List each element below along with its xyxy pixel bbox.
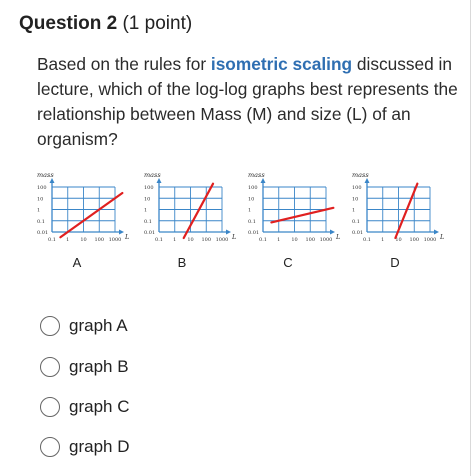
graph-b-y-tick-label: 1: [144, 207, 148, 214]
graph-b-y-axis-label: mass: [144, 171, 161, 179]
question-text-after: discussed in lecture, which of the log-log graphs best represents the relationship between Mass (M) and size (L) of an organism?: [37, 54, 458, 149]
graph-b-x-axis-label: L: [232, 233, 237, 241]
graph-b-y-tick-label: 100: [144, 185, 154, 191]
radio-graph-a[interactable]: [40, 316, 60, 336]
option-graph-b[interactable]: [40, 354, 129, 380]
graph-b-x-tick-label: 10: [187, 237, 194, 243]
graph-d-x-tick-label: 1: [381, 237, 385, 243]
graph-a-y-axis-label: mass: [37, 171, 54, 179]
question-text: [37, 52, 462, 152]
question-points: (1 point): [122, 13, 193, 34]
option-label-a: graph A: [69, 316, 128, 335]
graph-a-y-tick-label: 0.01: [37, 230, 49, 236]
graph-a-x-tick-label: 100: [94, 237, 105, 243]
graph-c-x-tick-label: 0.1: [259, 237, 267, 243]
right-border: [470, 0, 471, 476]
graph-b: [142, 170, 242, 270]
graph-a-x-axis-label: L: [125, 233, 130, 241]
graph-a-y-tick-label: 1: [37, 207, 41, 214]
question-header: [19, 13, 192, 35]
graph-a-x-tick-label: 1000: [108, 237, 122, 243]
graph-b-y-tick-label: 0.1: [144, 218, 152, 225]
question-text-before: Based on the rules for: [37, 54, 211, 74]
graph-d-x-tick-label: 10: [395, 237, 402, 243]
graph-c-x-tick-label: 1: [277, 237, 281, 243]
graph-c-y-tick-label: 10: [248, 196, 255, 203]
graph-a-data-line: [60, 193, 122, 237]
graph-d-x-axis-label: L: [440, 233, 445, 241]
graph-c-x-tick-label: 10: [291, 237, 298, 243]
option-graph-a[interactable]: [40, 313, 128, 339]
graph-d-y-tick-label: 0.1: [352, 218, 360, 225]
radio-graph-b[interactable]: [40, 357, 60, 377]
graph-a-x-tick-label: 10: [80, 237, 87, 243]
graph-c-x-tick-label: 100: [305, 237, 316, 243]
graph-a-x-tick-label: 1: [66, 237, 70, 243]
graph-d-y-tick-label: 10: [352, 196, 359, 203]
graph-d-y-tick-label: 100: [352, 185, 362, 191]
graph-c-y-axis-label: mass: [248, 171, 265, 179]
radio-graph-d[interactable]: [40, 437, 60, 457]
option-graph-d[interactable]: [40, 434, 129, 460]
graph-a-y-tick-label: 100: [37, 185, 47, 191]
graph-d-y-axis-label: mass: [352, 171, 369, 179]
graph-b-y-tick-label: 0.01: [144, 230, 156, 236]
option-label-d: graph D: [69, 437, 130, 456]
graph-d-x-tick-label: 100: [409, 237, 420, 243]
graph-b-x-tick-label: 1000: [215, 237, 229, 243]
graph-d-x-arrow: [434, 230, 439, 235]
graph-c-label: C: [283, 255, 293, 270]
option-graph-c[interactable]: [40, 394, 129, 420]
graph-c-y-tick-label: 0.01: [248, 230, 260, 236]
graph-c-data-line: [271, 208, 333, 223]
graph-a-x-tick-label: 0.1: [48, 237, 56, 243]
graph-d-y-tick-label: 1: [352, 207, 356, 214]
graph-b-label: B: [177, 255, 187, 270]
graph-b-x-tick-label: 0.1: [155, 237, 163, 243]
graph-a-label: A: [72, 255, 82, 270]
option-label-c: graph C: [69, 397, 130, 416]
graph-c-x-arrow: [330, 230, 335, 235]
graph-c-x-axis-label: L: [336, 233, 341, 241]
option-label-b: graph B: [69, 357, 129, 376]
graph-d-y-tick-label: 0.01: [352, 230, 364, 236]
graph-b-data-line: [184, 184, 213, 238]
graph-a-x-arrow: [119, 230, 124, 235]
graph-b-svg: [142, 170, 242, 270]
graph-a-y-tick-label: 10: [37, 196, 44, 203]
graph-b-x-tick-label: 1: [173, 237, 177, 243]
graph-b-y-tick-label: 10: [144, 196, 151, 203]
radio-graph-c[interactable]: [40, 397, 60, 417]
graph-d-x-tick-label: 1000: [423, 237, 437, 243]
question-number: Question 2: [19, 13, 118, 34]
graph-c-y-tick-label: 100: [248, 185, 258, 191]
graph-d-label: D: [390, 255, 400, 270]
question-highlight: isometric scaling: [210, 54, 353, 74]
graph-c-y-tick-label: 0.1: [248, 218, 256, 225]
graph-a-y-tick-label: 0.1: [37, 218, 45, 225]
graph-b-x-tick-label: 100: [201, 237, 212, 243]
graph-c-x-tick-label: 1000: [319, 237, 333, 243]
graph-d-x-tick-label: 0.1: [363, 237, 371, 243]
graph-c-y-tick-label: 1: [248, 207, 252, 214]
graph-b-x-arrow: [226, 230, 231, 235]
